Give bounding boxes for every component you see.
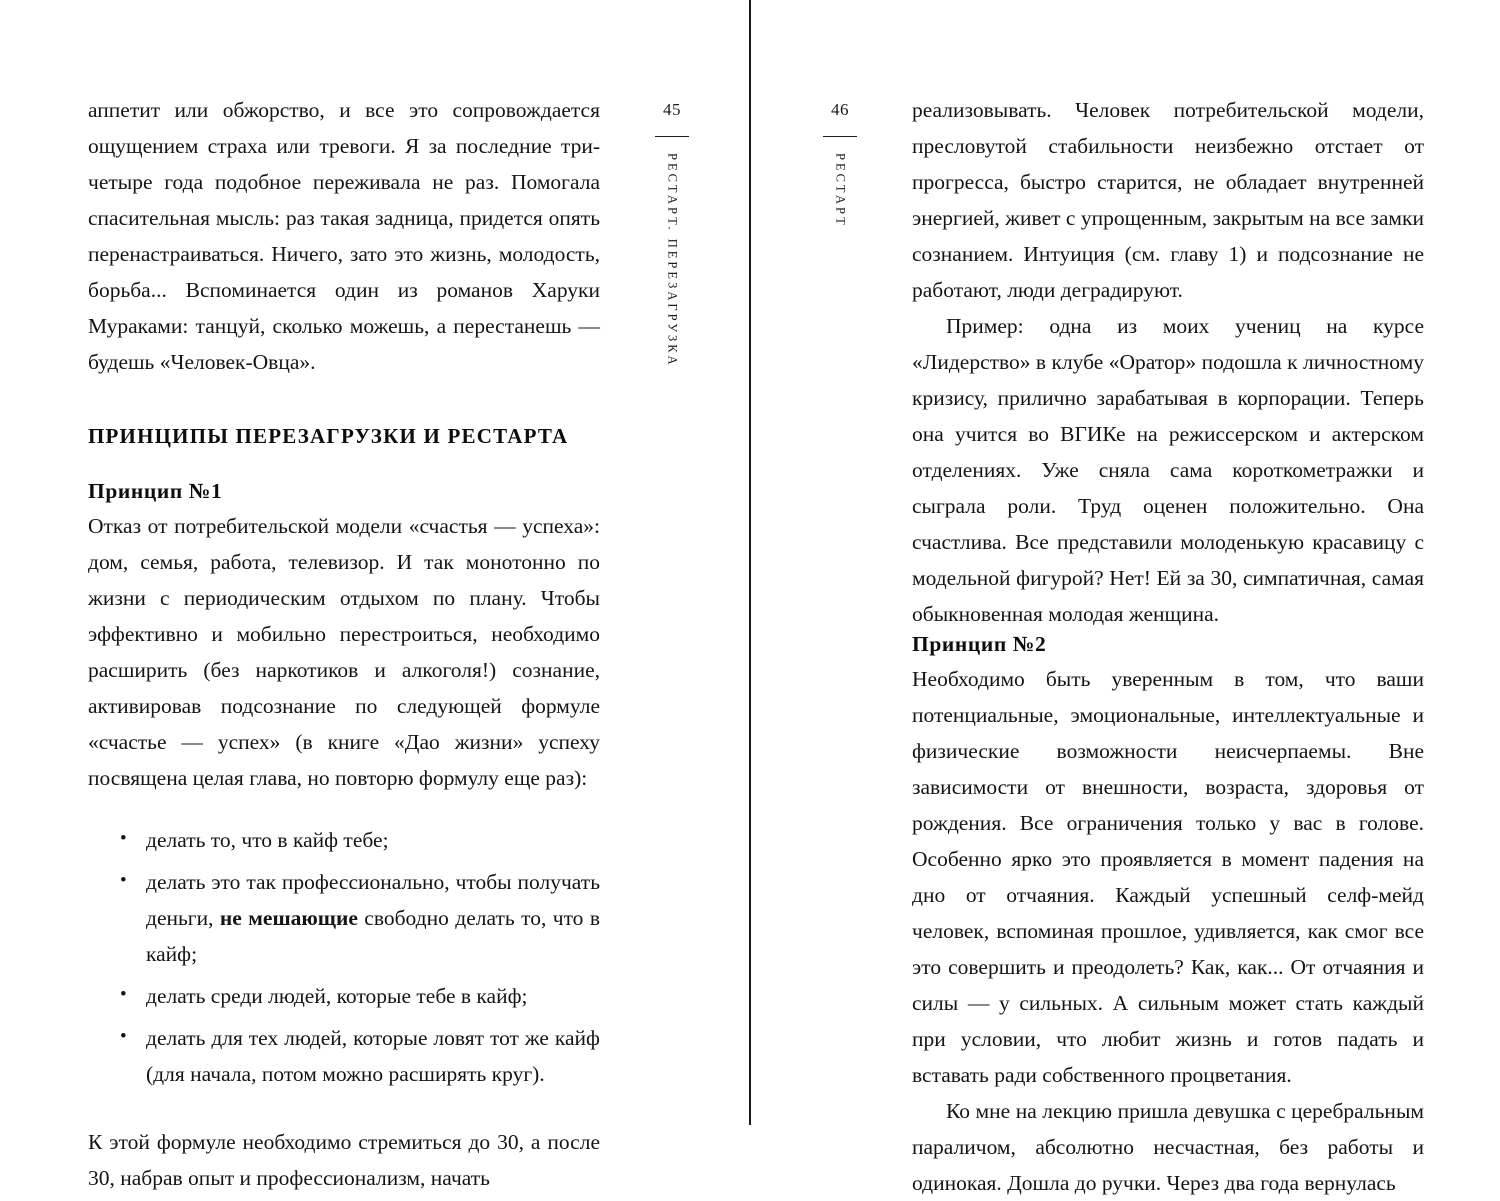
principle-2-heading: Принцип №2 bbox=[912, 632, 1047, 656]
right-paragraph-1: реализовывать. Человек потребительской модели, пресловутой стабильности неизбежно отстает от прогресса, быстро старится, не обладает внутренней энергией, живет с упрощенным, закрытым на все замки сознанием. Интуиция (см. главу 1) и подсознание не работают, люди деградируют. bbox=[912, 98, 1424, 302]
principle-2-text: Необходимо быть уверенным в том, что ваши потенциальные, эмоциональные, интеллектуальные и физические возможности неисчерпаемы. Вне зависимости от внешности, возраста, здоровья от рождения. Все ограничения только у вас в голове. Особенно ярко это проявляется в момент падения на дно от отчаяния. Каждый успешный селф-мейд человек, вспоминая прошлое, удивляется, как смог все это совершить и преодолеть? Как, как... От отчаяния и силы — у сильных. А сильным может стать каждый при условии, что любит жизнь и готов падать и вставать ради собственного процветания. bbox=[912, 667, 1424, 1087]
bullet-emphasis: не мешающие bbox=[219, 906, 358, 930]
list-item: • делать то, что в кайф тебе; bbox=[116, 822, 600, 858]
folio-rule bbox=[823, 136, 857, 137]
principle-1-text: Отказ от потребительской модели «счастья — успеха»: дом, семья, работа, телевизор. И так монотонно по жизни с периодическим отдыхом по плану. Чтобы эффективно и мобильно перестроиться, необходимо расширить (без наркотиков и алкоголя!) сознание, активировав подсознание по следующей формуле «счастье — успех» (в книге «Дао жизни» успеху посвящена целая глава, но повторю формулу еще раз): bbox=[88, 514, 600, 790]
right-running-head: РЕСТАРТ bbox=[833, 153, 848, 228]
left-page bbox=[0, 0, 750, 1190]
left-closing-paragraph: К этой формуле необходимо стремиться до 30, а после 30, набрав опыт и профессионализм, начать bbox=[88, 1130, 600, 1190]
left-page-number: 45 bbox=[663, 100, 681, 119]
section-heading: ПРИНЦИПЫ ПЕРЕЗАГРУЗКИ И РЕСТАРТА bbox=[88, 424, 569, 448]
right-page-number: 46 bbox=[831, 100, 849, 119]
left-paragraph-1: аппетит или обжорство, и все это сопровождается ощущением страха или тревоги. Я за последние три-четыре года подобное переживала не раз. Помогала спасительная мысль: раз такая задница, придется опять перенастраиваться. Ничего, зато это жизнь, молодость, борьба... Вспоминается один из романов Харуки Мураками: танцуй, сколько можешь, а перестанешь — будешь «Человек-Овца». bbox=[88, 98, 600, 374]
left-page-folio-block bbox=[632, 100, 712, 373]
right-page-folio-block bbox=[800, 100, 880, 233]
principles-bullet-list bbox=[88, 822, 600, 1092]
right-paragraph-3: Ко мне на лекцию пришла девушка с церебральным параличом, абсолютно несчастная, без работы и одинокая. Дошла до ручки. Через два года вернулась bbox=[912, 1099, 1424, 1195]
left-text-column bbox=[88, 92, 600, 1196]
list-item: • делать для тех людей, которые ловят тот же кайф (для начала, потом можно расширять круг). bbox=[116, 1020, 600, 1092]
list-item: • делать это так профессионально, чтобы получать деньги, не мешающие свободно делать то, что в кайф; bbox=[116, 864, 600, 972]
right-page bbox=[750, 0, 1500, 1195]
right-text-column bbox=[912, 92, 1424, 1201]
paragraph-spacer bbox=[88, 1098, 600, 1124]
principle-1-heading: Принцип №1 bbox=[88, 479, 223, 503]
right-paragraph-2: Пример: одна из моих учениц на курсе «Лидерство» в клубе «Оратор» подошла к личностному кризису, прилично зарабатывая в корпорации. Теперь она учится во ВГИКе на режиссерском и актерском отделениях. Уже сняла сама короткометражки и сыграла роли. Труд оценен положительно. Она счастлива. Все представили молоденькую красавицу с модельной фигурой? Нет! Ей за 30, симпатичная, самая обыкновенная молодая женщина. bbox=[912, 314, 1424, 626]
left-running-head: РЕСТАРТ. ПЕРЕЗАГРУЗКА bbox=[665, 153, 680, 368]
folio-rule bbox=[655, 136, 689, 137]
list-item: • делать среди людей, которые тебе в кайф; bbox=[116, 978, 600, 1014]
